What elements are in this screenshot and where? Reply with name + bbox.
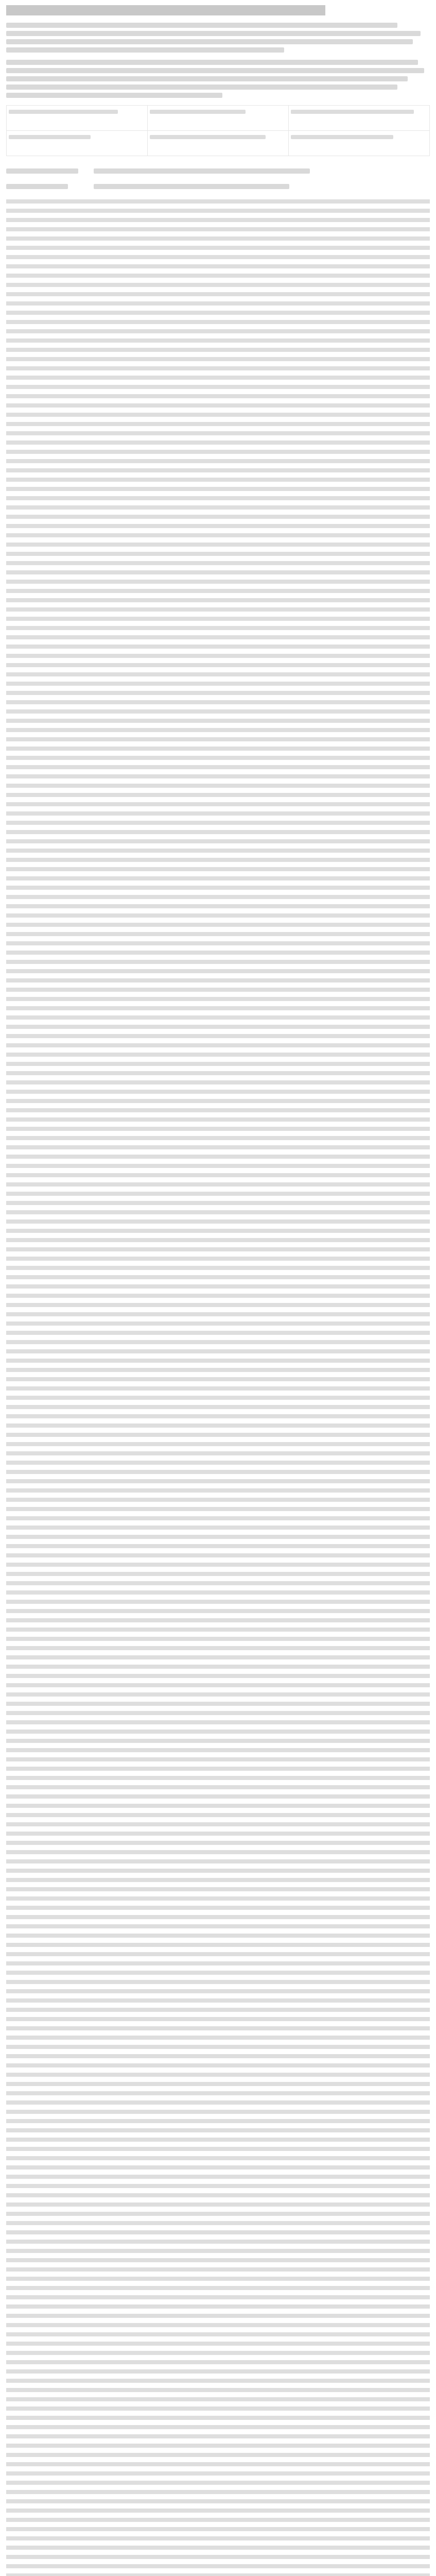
- table-cell: [148, 131, 289, 156]
- document-title: [6, 5, 325, 15]
- table-cell: [289, 131, 430, 156]
- table-cell: [7, 106, 148, 131]
- table-row: [7, 106, 430, 131]
- list-item: [6, 181, 430, 192]
- table-cell: [7, 131, 148, 156]
- paragraph-block: [6, 23, 430, 53]
- table-cell: [289, 106, 430, 131]
- table-cell: [148, 106, 289, 131]
- numbered-list: [6, 165, 430, 192]
- table-row: [7, 131, 430, 156]
- data-table: [6, 105, 430, 156]
- document-body: [6, 196, 430, 2576]
- paragraph-block: [6, 60, 430, 98]
- list-item: [6, 165, 430, 177]
